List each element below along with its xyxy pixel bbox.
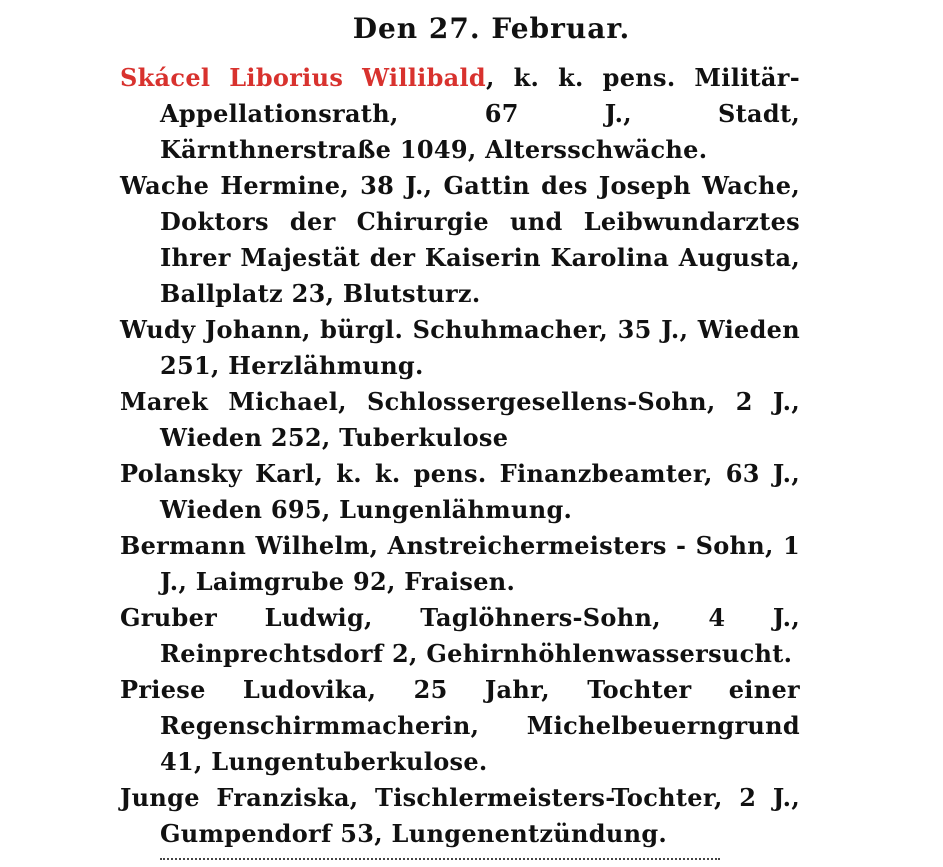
entry-bermann	[120, 528, 800, 600]
entry-name: Bermann Wilhelm	[120, 531, 370, 560]
entry-name: Gruber Ludwig	[120, 603, 365, 632]
entry-skacel	[120, 60, 800, 168]
entry-details: , Tischlermeisters-Tochter, 2 J., Gumpendorf 53, Lungenentzündung.	[160, 783, 800, 848]
entry-details: , Taglöhners-Sohn, 4 J., Reinprechtsdorf 2, Gehirnhöhlenwassersucht.	[160, 603, 800, 668]
date-heading: Den 27. Februar.	[352, 12, 631, 45]
entry-polansky	[120, 456, 800, 528]
entry-details: , bürgl. Schuhmacher, 35 J., Wieden 251, Herzlähmung.	[160, 315, 801, 380]
death-register-list	[120, 60, 800, 852]
entry-name: Marek Michael	[120, 387, 339, 416]
entry-name: Priese Ludovika	[120, 675, 368, 704]
entry-details: , k. k. pens. Finanzbeamter, 63 J., Wieden 695, Lungenlähmung.	[160, 459, 800, 524]
entry-details: , 38 J., Gattin des Joseph Wache, Doktors der Chirurgie und Leibwundarztes Ihrer Majestät der Kaiserin Karolina Augusta, Ballplatz 23, Blutsturz.	[160, 171, 800, 308]
entry-junge	[120, 780, 800, 852]
entry-name: Polansky Karl	[120, 459, 315, 488]
entry-name: Wache Hermine	[120, 171, 341, 200]
entry-wache	[120, 168, 800, 312]
entry-name: Wudy Johann	[120, 315, 302, 344]
entry-details: , Schlossergesellens-Sohn, 2 J., Wieden 252, Tuberkulose	[160, 387, 800, 452]
entry-marek	[120, 384, 800, 456]
bottom-rule	[160, 858, 720, 864]
entry-priese	[120, 672, 800, 780]
entry-name-highlighted: Skácel Liborius Willibald	[120, 63, 487, 92]
entry-details: , Anstreichermeisters - Sohn, 1 J., Laimgrube 92, Fraisen.	[160, 531, 800, 596]
entry-name: Junge Franziska	[120, 783, 350, 812]
entry-details: , k. k. pens. Militär-Appellationsrath, 67 J., Stadt, Kärnthnerstraße 1049, Altersschwäche.	[160, 63, 800, 164]
entry-details: , 25 Jahr, Tochter einer Regenschirmmacherin, Michelbeuerngrund 41, Lungentuberkulose.	[160, 675, 800, 776]
entry-wudy	[120, 312, 800, 384]
entry-gruber	[120, 600, 800, 672]
